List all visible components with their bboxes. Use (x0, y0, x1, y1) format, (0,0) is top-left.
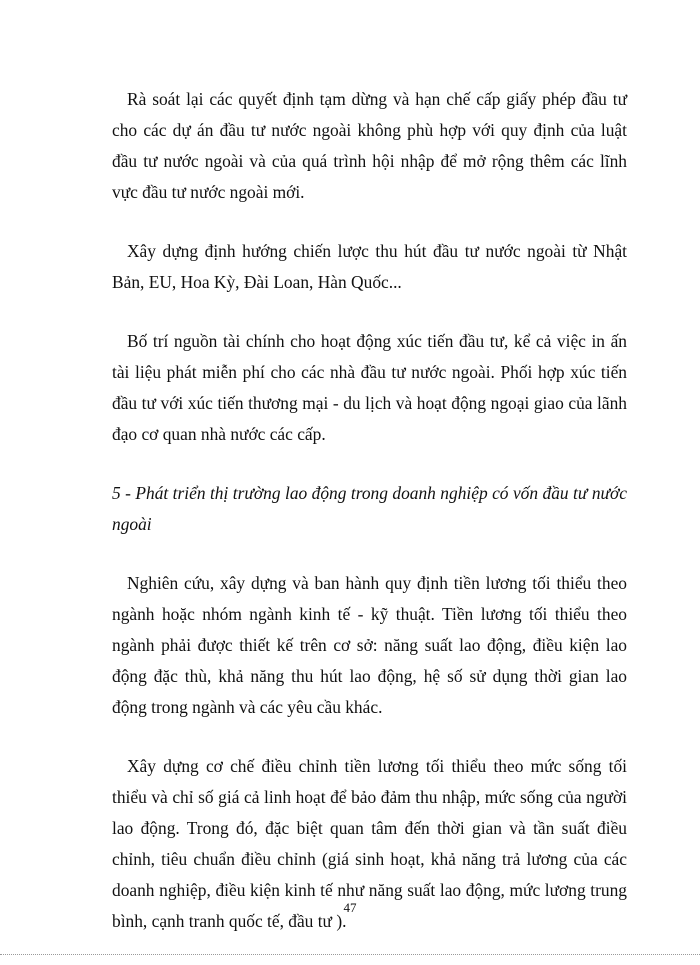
page-bottom-border (0, 954, 700, 955)
paragraph-wage-adjustment: Xây dựng cơ chế điều chỉnh tiền lương tối thiểu theo mức sống tối thiểu và chỉ số giá cả linh hoạt để bảo đảm thu nhập, mức sống của người lao động. Trong đó, đặc biệt quan tâm đến thời gian và tần suất điều chỉnh, tiêu chuẩn điều chỉnh (giá sinh hoạt, khả năng trả lương của các doanh nghiệp, điều kiện kinh tế như năng suất lao động, mức lương trung bình, cạnh tranh quốc tế, đầu tư ). (112, 756, 627, 931)
page-content (112, 84, 627, 965)
paragraph-minimum-wage: Nghiên cứu, xây dựng và ban hành quy định tiền lương tối thiểu theo ngành hoặc nhóm ngành kinh tế - kỹ thuật. Tiền lương tối thiểu theo ngành phải được thiết kế trên cơ sở: năng suất lao động, điều kiện lao động đặc thù, khả năng thu hút lao động, hệ số sử dụng thời gian lao động trong ngành và các yêu cầu khác. (112, 573, 627, 717)
paragraph-investment-strategy: Xây dựng định hướng chiến lược thu hút đầu tư nước ngoài từ Nhật Bản, EU, Hoa Kỳ, Đài Loan, Hàn Quốc... (112, 241, 627, 292)
page-number: 47 (343, 900, 357, 915)
paragraph-review-licenses: Rà soát lại các quyết định tạm dừng và hạn chế cấp giấy phép đầu tư cho các dự án đầu tư nước ngoài không phù hợp với quy định của luật đầu tư nước ngoài và của quá trình hội nhập để mở rộng thêm các lĩnh vực đầu tư nước ngoài mới. (112, 89, 627, 202)
section-heading: 5 - Phát triển thị trường lao động trong doanh nghiệp có vốn đầu tư nước ngoài (112, 483, 627, 534)
paragraph-financial-resources: Bố trí nguồn tài chính cho hoạt động xúc tiến đầu tư, kể cả việc in ấn tài liệu phát miễn phí cho các nhà đầu tư nước ngoài. Phối hợp xúc tiến đầu tư với xúc tiến thương mại - du lịch và hoạt động ngoại giao của lãnh đạo cơ quan nhà nước các cấp. (112, 331, 627, 444)
